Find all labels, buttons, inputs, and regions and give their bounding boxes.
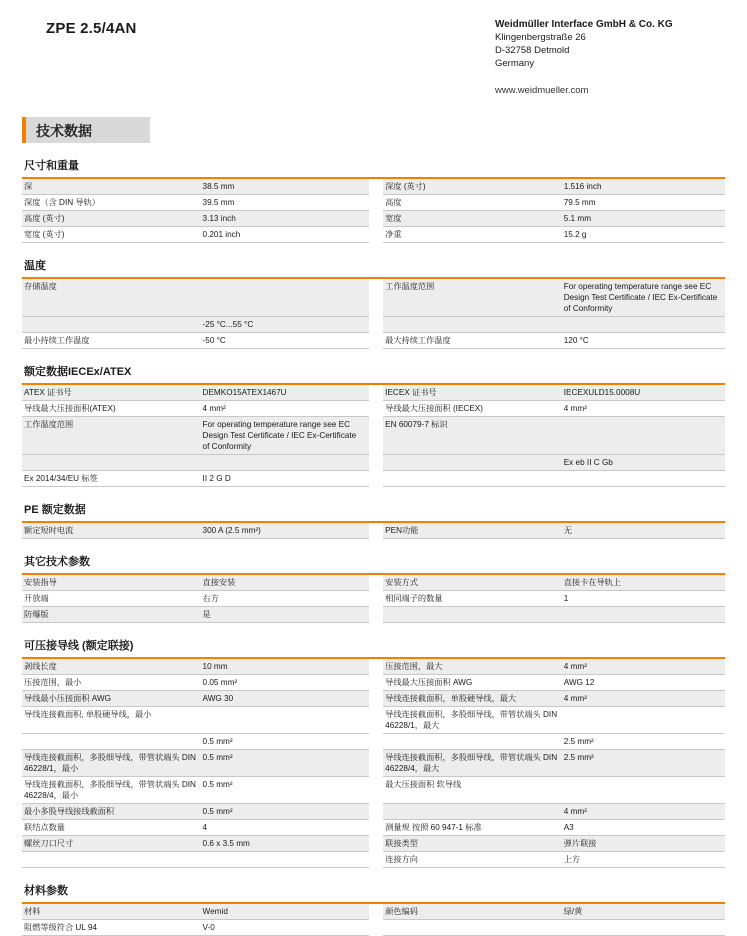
- column-gap: [369, 385, 383, 401]
- spec-value-left: [201, 707, 369, 734]
- spec-table: [22, 904, 725, 936]
- spec-key-left: [22, 317, 201, 333]
- spec-key-right: 导线连接截面积，多股细导线，带管状端头 DIN 46228/1，最大: [383, 707, 562, 734]
- company-address-line-1: Klingenbergstraße 26: [495, 32, 586, 43]
- column-gap: [369, 836, 383, 852]
- spec-key-left: [22, 734, 201, 750]
- spec-key-left: 压接范围，最小: [22, 675, 201, 691]
- document-header: [22, 14, 725, 97]
- spec-key-left: 导线连接截面积，多股细导线，带管状端头 DIN 46228/1，最小: [22, 750, 201, 777]
- company-address-line-2: D-32758 Detmold: [495, 45, 570, 56]
- table-row: [22, 279, 725, 317]
- table-row: [22, 659, 725, 675]
- spec-value-left: 300 A (2.5 mm²): [201, 523, 369, 539]
- spec-value-right: 直接卡在导轨上: [562, 575, 725, 591]
- spec-value-left: 0.5 mm²: [201, 734, 369, 750]
- spec-value-left: 0.5 mm²: [201, 750, 369, 777]
- spec-value-right: Ex eb II C Gb: [562, 455, 725, 471]
- spec-key-right: 工作温度范围: [383, 279, 562, 317]
- column-gap: [369, 659, 383, 675]
- spec-value-right: [562, 777, 725, 804]
- column-gap: [369, 691, 383, 707]
- table-row: [22, 333, 725, 349]
- spec-key-left: 最小多股导线接线截面积: [22, 804, 201, 820]
- spec-value-right: 上方: [562, 852, 725, 868]
- table-row: [22, 607, 725, 623]
- spec-value-left: -25 °C...55 °C: [201, 317, 369, 333]
- spec-value-left: 0.5 mm²: [201, 804, 369, 820]
- column-gap: [369, 523, 383, 539]
- column-gap: [369, 777, 383, 804]
- spec-section: [22, 363, 725, 487]
- table-row: [22, 777, 725, 804]
- spec-section: [22, 157, 725, 243]
- spec-value-right: 绿/黄: [562, 904, 725, 920]
- column-gap: [369, 675, 383, 691]
- spec-section: [22, 257, 725, 349]
- column-gap: [369, 211, 383, 227]
- company-address-line-3: Germany: [495, 58, 535, 69]
- spec-value-right: 4 mm²: [562, 659, 725, 675]
- table-row: [22, 804, 725, 820]
- table-row: [22, 591, 725, 607]
- spec-section-title: 尺寸和重量: [24, 160, 79, 172]
- spec-key-left: 深: [22, 179, 201, 195]
- column-gap: [369, 852, 383, 868]
- spec-key-right: 连接方向: [383, 852, 562, 868]
- column-gap: [369, 607, 383, 623]
- spec-value-right: [562, 471, 725, 487]
- spec-value-right: 15.2 g: [562, 227, 725, 243]
- spec-value-left: 4: [201, 820, 369, 836]
- spec-key-right: PEN功能: [383, 523, 562, 539]
- column-gap: [369, 317, 383, 333]
- spec-key-right: 宽度: [383, 211, 562, 227]
- company-website: www.weidmueller.com: [495, 85, 589, 96]
- spec-value-right: [562, 607, 725, 623]
- spec-sections: [22, 157, 725, 936]
- spec-key-left: ATEX 证书号: [22, 385, 201, 401]
- spec-value-right: 1.516 inch: [562, 179, 725, 195]
- spec-table: [22, 179, 725, 243]
- spec-section: [22, 637, 725, 868]
- spec-key-left: 存储温度: [22, 279, 201, 317]
- column-gap: [369, 904, 383, 920]
- spec-key-right: 高度: [383, 195, 562, 211]
- column-gap: [369, 575, 383, 591]
- section-band-accent: [22, 117, 26, 143]
- column-gap: [369, 179, 383, 195]
- spec-value-right: [562, 920, 725, 936]
- spec-key-right: 导线连接截面积，多股细导线，带管状端头 DIN 46228/4，最大: [383, 750, 562, 777]
- spec-section: [22, 882, 725, 936]
- table-row: [22, 904, 725, 920]
- column-gap: [369, 401, 383, 417]
- spec-key-left: 阻燃等级符合 UL 94: [22, 920, 201, 936]
- column-gap: [369, 417, 383, 455]
- spec-value-left: 0.5 mm²: [201, 777, 369, 804]
- spec-value-right: For operating temperature range see EC Design Test Certificate / IEC Ex-Certificate of Conformity: [562, 279, 725, 317]
- column-gap: [369, 820, 383, 836]
- spec-key-left: 防爆版: [22, 607, 201, 623]
- spec-value-left: DEMKO15ATEX1467U: [201, 385, 369, 401]
- spec-value-left: 10 mm: [201, 659, 369, 675]
- spec-key-right: [383, 317, 562, 333]
- spec-value-right: 1: [562, 591, 725, 607]
- spec-key-right: [383, 804, 562, 820]
- company-block: [495, 18, 725, 97]
- spec-value-left: 右方: [201, 591, 369, 607]
- spec-value-right: 79.5 mm: [562, 195, 725, 211]
- table-row: [22, 401, 725, 417]
- table-row: [22, 691, 725, 707]
- spec-key-left: 导线最小压接面积 AWG: [22, 691, 201, 707]
- table-row: [22, 707, 725, 734]
- column-gap: [369, 471, 383, 487]
- table-row: [22, 836, 725, 852]
- spec-value-left: AWG 30: [201, 691, 369, 707]
- table-row: [22, 852, 725, 868]
- column-gap: [369, 707, 383, 734]
- spec-key-left: 安装指导: [22, 575, 201, 591]
- column-gap: [369, 591, 383, 607]
- spec-key-left: 导线连接截面积, 单股硬导线，最小: [22, 707, 201, 734]
- spec-key-right: [383, 471, 562, 487]
- spec-value-right: 2.5 mm²: [562, 734, 725, 750]
- table-row: [22, 750, 725, 777]
- spec-key-left: 联结点数量: [22, 820, 201, 836]
- spec-key-right: 安装方式: [383, 575, 562, 591]
- table-row: [22, 195, 725, 211]
- spec-value-left: For operating temperature range see EC Design Test Certificate / IEC Ex-Certificate of Conformity: [201, 417, 369, 455]
- spec-value-right: 4 mm²: [562, 401, 725, 417]
- spec-key-left: [22, 455, 201, 471]
- spec-value-left: 0.05 mm²: [201, 675, 369, 691]
- spec-key-left: 导线最大压接面积(ATEX): [22, 401, 201, 417]
- spec-key-left: 剥线长度: [22, 659, 201, 675]
- spec-value-right: [562, 417, 725, 455]
- spec-value-left: 3.13 inch: [201, 211, 369, 227]
- spec-section: [22, 501, 725, 539]
- table-row: [22, 820, 725, 836]
- spec-section-title: 额定数据IECEx/ATEX: [24, 366, 132, 378]
- spec-value-left: -50 °C: [201, 333, 369, 349]
- spec-value-left: 0.201 inch: [201, 227, 369, 243]
- table-row: [22, 317, 725, 333]
- spec-key-right: IECEX 证书号: [383, 385, 562, 401]
- spec-key-right: 导线最大压接面积 (IECEX): [383, 401, 562, 417]
- spec-key-left: 导线连接截面积，多股细导线，带管状端头 DIN 46228/4，最小: [22, 777, 201, 804]
- spec-key-right: 联接类型: [383, 836, 562, 852]
- spec-value-right: A3: [562, 820, 725, 836]
- spec-key-right: [383, 455, 562, 471]
- table-row: [22, 920, 725, 936]
- spec-key-right: 深度 (英寸): [383, 179, 562, 195]
- spec-value-right: IECEXULD15.0008U: [562, 385, 725, 401]
- spec-value-left: Wemid: [201, 904, 369, 920]
- spec-key-left: 螺丝刀口尺寸: [22, 836, 201, 852]
- spec-key-left: 开放端: [22, 591, 201, 607]
- spec-key-right: 最大持续工作温度: [383, 333, 562, 349]
- table-row: [22, 211, 725, 227]
- spec-value-left: II 2 G D: [201, 471, 369, 487]
- spec-key-right: [383, 920, 562, 936]
- spec-section-title: 可压接导线 (额定联接): [24, 640, 134, 652]
- spec-value-right: AWG 12: [562, 675, 725, 691]
- spec-value-right: 5.1 mm: [562, 211, 725, 227]
- spec-key-left: Ex 2014/34/EU 标签: [22, 471, 201, 487]
- table-row: [22, 523, 725, 539]
- spec-key-right: 相同端子的数量: [383, 591, 562, 607]
- spec-value-right: 2.5 mm²: [562, 750, 725, 777]
- spec-key-right: [383, 607, 562, 623]
- column-gap: [369, 750, 383, 777]
- spec-value-left: 是: [201, 607, 369, 623]
- spec-table: [22, 279, 725, 349]
- spec-value-right: 无: [562, 523, 725, 539]
- spec-section-title: 材料参数: [24, 885, 68, 897]
- spec-table: [22, 659, 725, 868]
- spec-value-right: [562, 707, 725, 734]
- spec-key-right: 测量规 按照 60 947-1 标准: [383, 820, 562, 836]
- spec-value-left: [201, 455, 369, 471]
- spec-section-title: 温度: [24, 260, 46, 272]
- spec-key-right: 净重: [383, 227, 562, 243]
- page-title: ZPE 2.5/4AN: [46, 20, 137, 37]
- spec-value-right: 4 mm²: [562, 804, 725, 820]
- column-gap: [369, 455, 383, 471]
- table-row: [22, 227, 725, 243]
- spec-key-left: 深度（含 DIN 导轨）: [22, 195, 201, 211]
- spec-key-right: 颜色编码: [383, 904, 562, 920]
- spec-value-right: 120 °C: [562, 333, 725, 349]
- spec-value-right: 4 mm²: [562, 691, 725, 707]
- column-gap: [369, 279, 383, 317]
- spec-key-left: 高度 (英寸): [22, 211, 201, 227]
- table-row: [22, 417, 725, 455]
- spec-table: [22, 385, 725, 487]
- column-gap: [369, 920, 383, 936]
- spec-key-left: 最小持续工作温度: [22, 333, 201, 349]
- spec-value-left: 38.5 mm: [201, 179, 369, 195]
- table-row: [22, 471, 725, 487]
- spec-key-left: [22, 852, 201, 868]
- spec-key-right: 压接范围，最大: [383, 659, 562, 675]
- column-gap: [369, 804, 383, 820]
- section-band: [22, 117, 150, 143]
- spec-value-left: 直接安装: [201, 575, 369, 591]
- table-row: [22, 575, 725, 591]
- spec-value-left: [201, 279, 369, 317]
- spec-table: [22, 575, 725, 623]
- spec-section: [22, 553, 725, 623]
- section-band-label: 技术数据: [36, 123, 92, 139]
- spec-key-left: 额定短时电流: [22, 523, 201, 539]
- column-gap: [369, 227, 383, 243]
- column-gap: [369, 734, 383, 750]
- spec-value-right: 弹片联接: [562, 836, 725, 852]
- column-gap: [369, 333, 383, 349]
- spec-key-right: EN 60079-7 标识: [383, 417, 562, 455]
- spec-table: [22, 523, 725, 539]
- spec-key-right: 最大压接面积 软导线: [383, 777, 562, 804]
- spec-value-left: 4 mm²: [201, 401, 369, 417]
- spec-key-right: 导线最大压接面积 AWG: [383, 675, 562, 691]
- spec-value-left: 39.5 mm: [201, 195, 369, 211]
- spec-value-left: 0.6 x 3.5 mm: [201, 836, 369, 852]
- column-gap: [369, 195, 383, 211]
- table-row: [22, 455, 725, 471]
- table-row: [22, 734, 725, 750]
- spec-value-left: V-0: [201, 920, 369, 936]
- spec-section-title: 其它技术参数: [24, 556, 90, 568]
- spec-section-title: PE 额定数据: [24, 504, 86, 516]
- company-name: Weidmüller Interface GmbH & Co. KG: [495, 19, 673, 30]
- spec-key-right: 导线连接截面积，单股硬导线，最大: [383, 691, 562, 707]
- spec-key-left: 材料: [22, 904, 201, 920]
- spec-key-left: 宽度 (英寸): [22, 227, 201, 243]
- table-row: [22, 675, 725, 691]
- table-row: [22, 385, 725, 401]
- table-row: [22, 179, 725, 195]
- spec-key-left: 工作温度范围: [22, 417, 201, 455]
- spec-key-right: [383, 734, 562, 750]
- spec-value-left: [201, 852, 369, 868]
- spec-value-right: [562, 317, 725, 333]
